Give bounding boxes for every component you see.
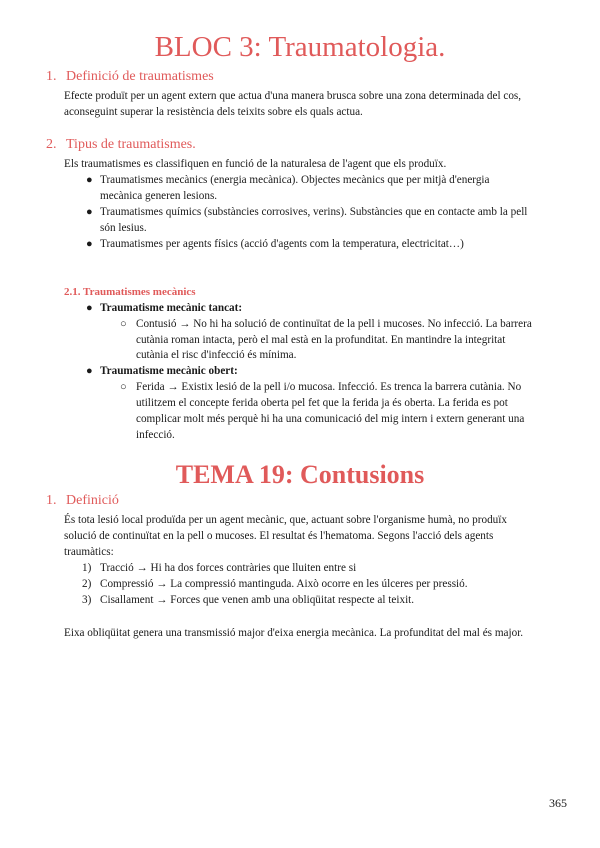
bullet-icon: ● [86, 238, 93, 250]
sublist-line: Ferida → Existix lesió de la pell i/o mucosa. Infecció. Es trenca la barrera cutània. No [136, 381, 522, 393]
paragraph-line: aconseguint superar la resistència dels teixits sobre els quals actua. [64, 106, 363, 118]
paragraph-line: Efecte produït per un agent extern que actua d'una manera brusca sobre una zona determinada del cos, [64, 90, 522, 102]
main-title: BLOC 3: Traumatologia. [154, 31, 446, 63]
sublist-line: complicar molt més perquè hi ha una comunicació del mig intern i extern generant una [136, 413, 525, 425]
numbered-item: Cisallament → Forces que venen amb una obliqüitat respecte al teixit. [100, 594, 415, 606]
paragraph-line: traumàtics: [64, 546, 114, 558]
bullet-icon: ● [86, 206, 93, 218]
bullet-icon: ● [86, 302, 93, 314]
section-heading-tipus: 2. Tipus de traumatismes. [46, 137, 196, 152]
numbered-item: Compressió → La compressió mantinguda. Això ocorre en les úlceres per pressió. [100, 578, 468, 590]
circle-bullet-icon: ○ [120, 381, 127, 393]
numbered-marker: 1) [82, 562, 92, 574]
circle-bullet-icon: ○ [120, 318, 127, 330]
sublist-line: utilitzem el concepte ferida oberta pel fet que la ferida ja és oberta. La ferida es pot [136, 397, 508, 409]
sublist-line: infecció. [136, 429, 175, 441]
list-item: mecànica generen lesions. [100, 190, 218, 202]
bullet-icon: ● [86, 365, 93, 377]
sublist-line: cutània el risc d'infecció és mínima. [136, 349, 297, 361]
numbered-item: Tracció → Hi ha dos forces contràries que lluiten entre si [100, 562, 357, 574]
list-item: Traumatismes mecànics (energia mecànica). Objectes mecànics que per mitjà d'energia [100, 174, 490, 186]
section-heading-definicio-tema: 1. Definició [46, 493, 119, 508]
paragraph-line: Els traumatismes es classifiquen en funció de la naturalesa de l'agent que els produïx. [64, 158, 447, 170]
subsection-heading: 2.1. Traumatismes mecànics [64, 286, 196, 298]
tema-title: TEMA 19: Contusions [175, 460, 425, 489]
list-item-label: Traumatisme mecànic obert: [100, 365, 238, 377]
section-heading-definicio: 1. Definició de traumatismes [46, 69, 214, 84]
page-number: 365 [549, 796, 567, 810]
sublist-line: cutània roman intacta, però el mal està en la profunditat. En mantindre la integritat [136, 334, 506, 346]
list-item: són lesius. [100, 222, 147, 234]
bullet-icon: ● [86, 174, 93, 186]
paragraph-line: Eixa obliqüitat genera una transmissió major d'eixa energia mecànica. La profunditat del mal és major. [64, 627, 524, 639]
numbered-marker: 3) [82, 594, 92, 606]
paragraph-line: solució de continuïtat en la pell o mucoses. El resultat és l'hematoma. Segons l'acció dels agents [64, 530, 494, 542]
list-item-label: Traumatisme mecànic tancat: [100, 302, 243, 314]
sublist-line: Contusió → No hi ha solució de continuïtat de la pell i mucoses. No infecció. La barrera [136, 318, 532, 330]
list-item: Traumatismes químics (substàncies corrosives, verins). Substàncies que en contacte amb la pell [100, 206, 528, 218]
list-item: Traumatismes per agents físics (acció d'agents com la temperatura, electricitat…) [100, 238, 464, 250]
paragraph-line: És tota lesió local produïda per un agent mecànic, que, actuant sobre l'organisme humà, no produïx [64, 514, 507, 526]
numbered-marker: 2) [82, 578, 92, 590]
